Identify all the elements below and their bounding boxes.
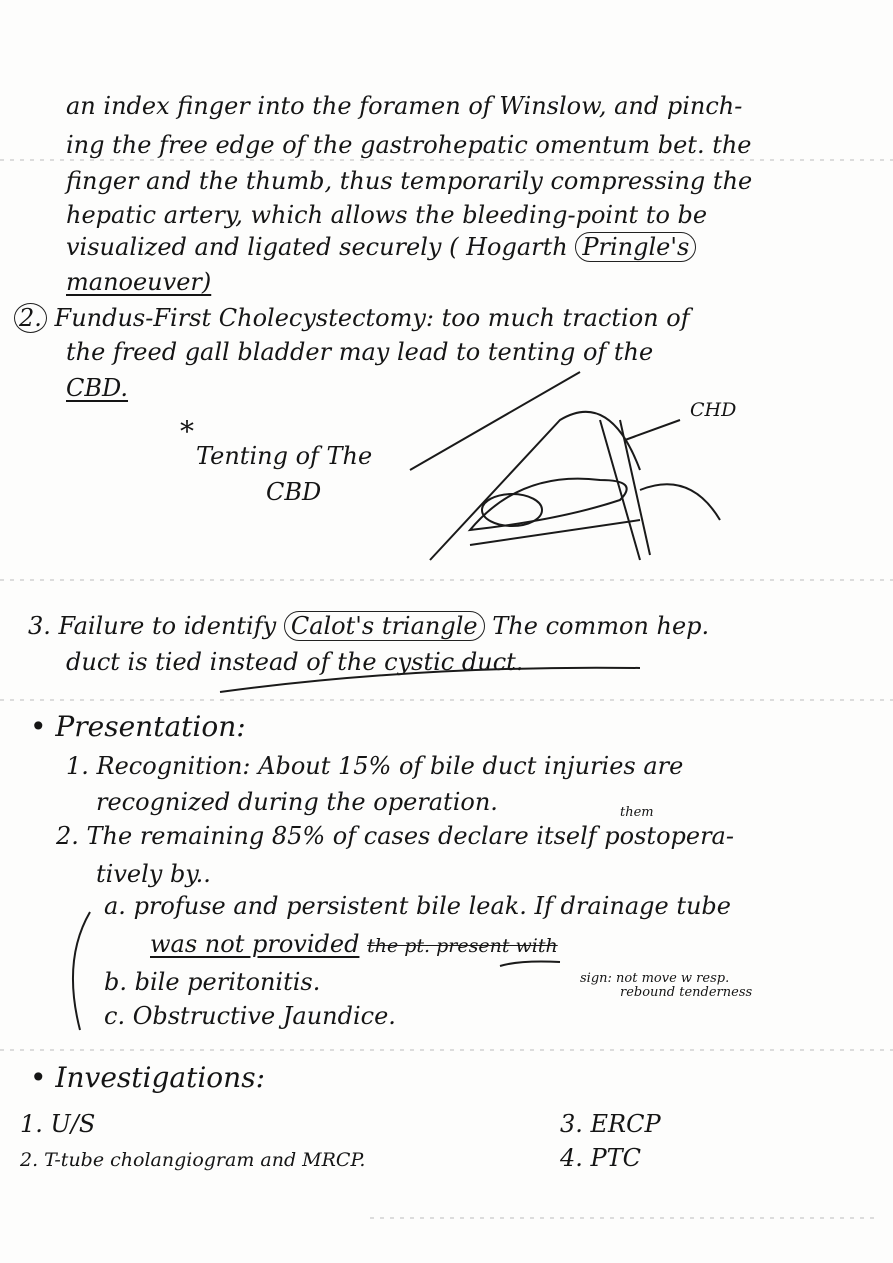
presentation-a2-text: was not provided [150, 930, 360, 958]
presentation-p1b: recognized during the operation. [96, 788, 498, 816]
sketch-duodenum-line [640, 484, 720, 520]
presentation-a: a. profuse and persistent bile leak. If drainage tube [104, 892, 731, 920]
calot-circled: Calot's triangle [284, 611, 485, 641]
item3-pre: Failure to identify [58, 612, 277, 640]
diagram-label-2: CBD [266, 478, 322, 506]
presentation-p2: 2. The remaining 85% of cases declare itself postopera- [56, 822, 734, 850]
investigation-1: 1. U/S [20, 1110, 96, 1138]
paragraph-line-6: manoeuver) [66, 268, 212, 296]
item3-line-2: duct is tied instead of the cystic duct. [66, 648, 524, 676]
investigations-heading-text: Investigations: [55, 1061, 265, 1094]
investigation-2: 2. T-tube cholangiogram and MRCP. [20, 1149, 366, 1171]
presentation-b: b. bile peritonitis. [104, 968, 321, 996]
paragraph-line-1: an index finger into the foramen of Winslow, and pinch- [66, 92, 743, 120]
presentation-a2-struck: the pt. present with [367, 935, 558, 957]
bracket-left [73, 912, 90, 1030]
item3-number: 3. [28, 612, 51, 640]
presentation-c: c. Obstructive Jaundice. [104, 1002, 396, 1030]
paragraph-line-3: finger and the thumb, thus temporarily compressing the [66, 167, 753, 195]
sketch-chd-arrow [625, 420, 680, 440]
investigation-4: 4. PTC [560, 1144, 642, 1172]
diagram-label-1: Tenting of The [196, 442, 373, 470]
item2-number: 2. [14, 303, 47, 333]
paragraph-line-4: hepatic artery, which allows the bleeding-point to be [66, 201, 708, 229]
arrow-b [500, 962, 560, 967]
paragraph-line-5-text: visualized and ligated securely ( Hogarth [66, 233, 568, 261]
item2-line-3: CBD. [66, 374, 129, 402]
item3-post: The common hep. [492, 612, 710, 640]
presentation-p2-note: them [620, 805, 654, 820]
presentation-heading: • Presentation: [30, 710, 246, 743]
investigations-heading: • Investigations: [30, 1061, 265, 1094]
separator-curve [220, 668, 640, 692]
item2-text: Fundus-First Cholecystectomy: too much traction of [54, 304, 690, 332]
pringle-circled: Pringle's [575, 232, 696, 262]
presentation-p2b: tively by.. [96, 860, 211, 888]
presentation-b-note-1: sign: not move w resp. [580, 971, 730, 986]
presentation-heading-text: Presentation: [55, 710, 246, 743]
diagram-arrow-label: CHD [690, 399, 737, 421]
sketch-line-1 [410, 372, 580, 470]
presentation-b-note-2: rebound tenderness [620, 985, 753, 1000]
item2-line-2: the freed gall bladder may lead to tenting of the [66, 338, 654, 366]
investigation-3: 3. ERCP [560, 1110, 661, 1138]
presentation-p1: 1. Recognition: About 15% of bile duct injuries are [66, 752, 684, 780]
diagram-asterisk: * [180, 415, 194, 448]
paragraph-line-2: ing the free edge of the gastrohepatic omentum bet. the [66, 131, 752, 159]
